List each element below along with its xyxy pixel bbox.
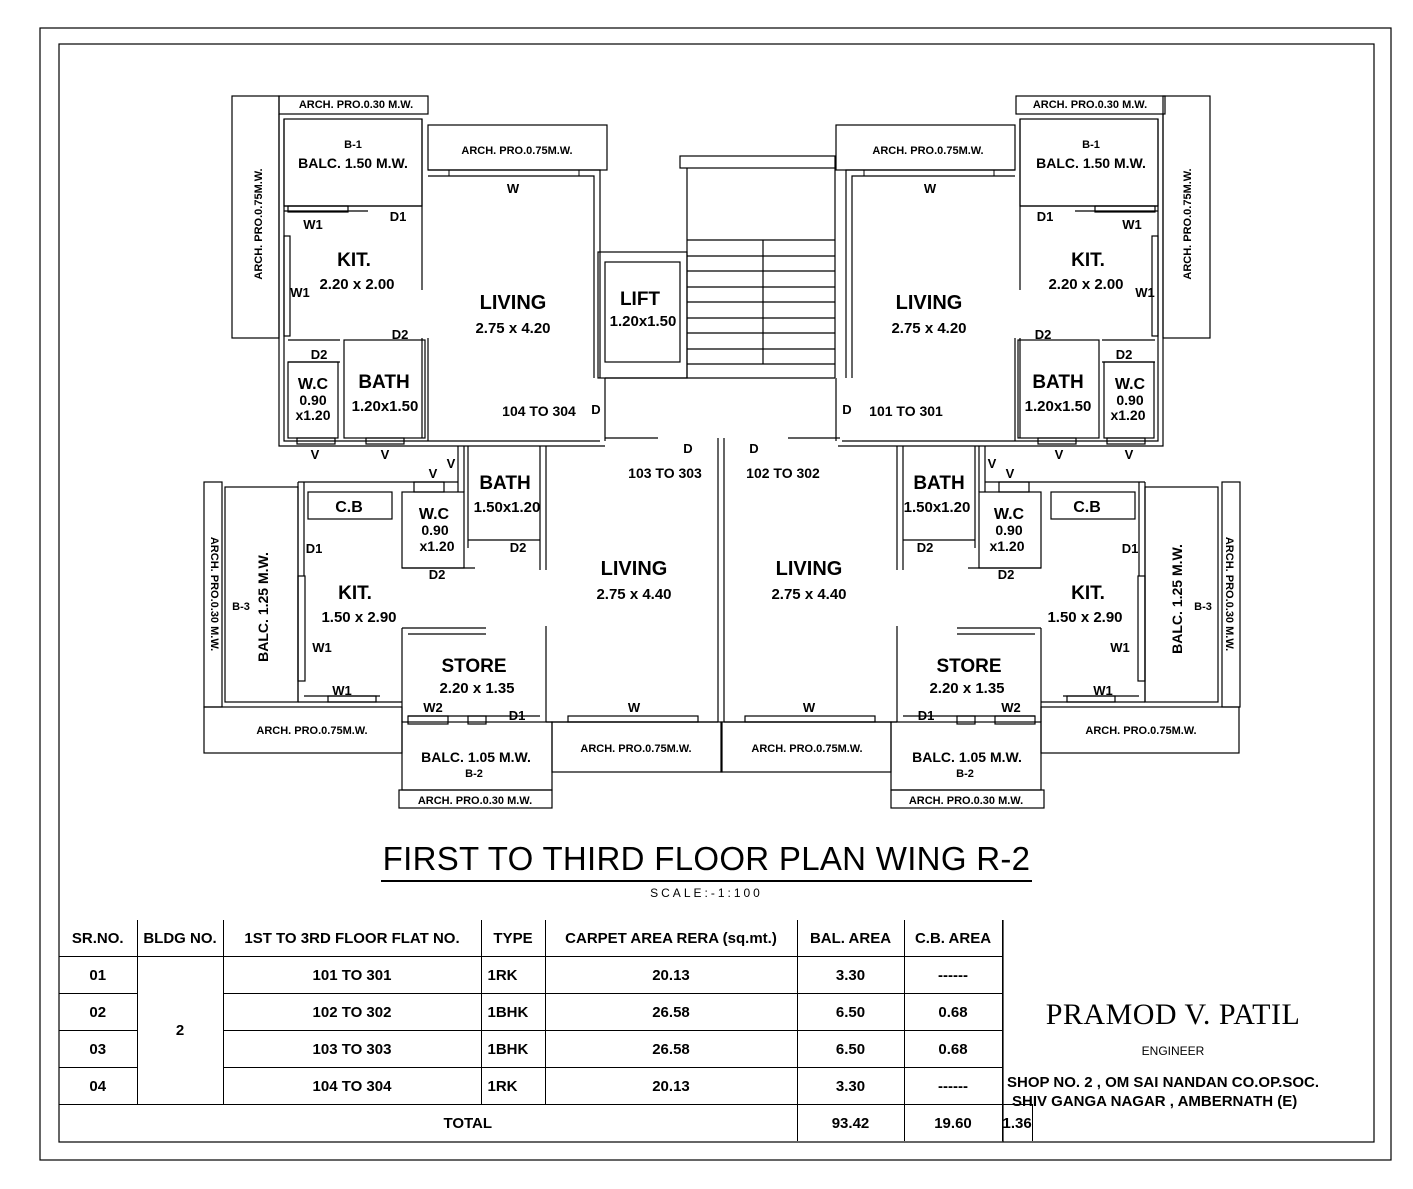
bath-label-bl: BATH [479,473,531,494]
wc-label-tl: W.C [297,376,329,393]
drawing-scale: SCALE:-1:100 [650,886,763,900]
d1-label-br-kit: D1 [1121,541,1139,556]
cell-total-label: TOTAL [59,1105,797,1142]
header-cb-area: C.B. AREA [904,920,1002,957]
cell-bal: 3.30 [797,1068,904,1105]
living-label-bl: LIVING [600,558,668,580]
d2-label-br-bath: D2 [916,540,934,555]
flat-label-102: 102 TO 302 [746,465,820,481]
bath-label-tl: BATH [358,372,410,393]
wc-dim2-tl: x1.20 [295,407,331,423]
w1-label-br-bottom: W1 [1093,683,1113,698]
living-dim-br: 2.75 x 4.40 [771,586,847,603]
wc-dim2-tr: x1.20 [1110,407,1146,423]
bath-dim-bl: 1.50x1.20 [473,499,541,516]
table-total-row [59,1105,1032,1142]
b2-label-br: B-2 [956,768,974,780]
cell-sr: 04 [59,1068,137,1105]
wc-dim1-tl: 0.90 [299,392,327,408]
cell-type: 1BHK [481,994,545,1031]
cell-type: 1BHK [481,1031,545,1068]
engineer-role: ENGINEER [1141,1044,1205,1058]
w1-label-tr-top: W1 [1122,217,1142,232]
cell-flat: 104 TO 304 [223,1068,481,1105]
cell-carpet: 26.58 [545,1031,797,1068]
bath-dim-br: 1.50x1.20 [903,499,971,516]
balcony-label-br: BALC. 1.05 M.W. [912,749,1022,765]
cell-flat: 101 TO 301 [223,957,481,994]
d1-label-tr: D1 [1036,209,1054,224]
wc-dim1-tr: 0.90 [1116,392,1144,408]
header-bldg-no: BLDG NO. [137,920,223,957]
cell-total-bal: 19.60 [904,1105,1002,1142]
living-dim-bl: 2.75 x 4.40 [596,586,672,603]
cell-flat: 102 TO 302 [223,994,481,1031]
cell-cb: 0.68 [904,994,1002,1031]
cell-sr: 02 [59,994,137,1031]
window-label-tr: W [923,181,937,196]
cell-type: 1RK [481,957,545,994]
living-dim-tl: 2.75 x 4.20 [475,320,551,337]
kitchen-dim-tr: 2.20 x 2.00 [1048,276,1124,293]
b1-label-tl: B-1 [344,139,362,151]
cell-cb: 0.68 [904,1031,1002,1068]
header-carpet-area: CARPET AREA RERA (sq.mt.) [545,920,797,957]
cell-type: 1RK [481,1068,545,1105]
drawing-title: FIRST TO THIRD FLOOR PLAN WING R-2 [381,840,1033,882]
wc-dim2-bl: x1.20 [419,538,455,554]
flat-label-104: 104 TO 304 [502,403,576,419]
engineer-address-line2: SHIV GANGA NAGAR , AMBERNATH (E) [1012,1093,1298,1110]
window-label-br: W [802,700,816,715]
cell-flat: 103 TO 303 [223,1031,481,1068]
arch-pro-075-label-tr: ARCH. PRO.0.75M.W. [872,145,984,157]
cell-carpet: 20.13 [545,957,797,994]
b3-label-bl: B-3 [232,601,250,613]
w1-label-tr-side: W1 [1135,285,1155,300]
vent-label-tl-2: V [380,447,390,462]
kitchen-dim-br: 1.50 x 2.90 [1047,609,1123,626]
header-sr-no: SR.NO. [59,920,137,957]
cell-bal: 3.30 [797,957,904,994]
arch-pro-030-vertical-br: ARCH. PRO.0.30 M.W. [1223,536,1235,652]
arch-pro-030-vertical-bl: ARCH. PRO.0.30 M.W. [208,536,220,652]
cell-cb: ------ [904,1068,1002,1105]
w1-label-bl-bottom: W1 [332,683,352,698]
engineer-address [1007,1073,1319,1111]
balcony-label-tr: BALC. 1.50 M.W. [1036,155,1146,171]
header-type: TYPE [481,920,545,957]
cell-bldg-no: 2 [137,957,223,1105]
lift-dim: 1.20x1.50 [609,313,677,330]
window-label-bl: W [627,700,641,715]
arch-pro-075-label-bl-left: ARCH. PRO.0.75M.W. [256,725,368,737]
bath-dim-tr: 1.20x1.50 [1024,398,1092,415]
wc-label-bl: W.C [418,506,450,523]
vent-label-tl-1: V [310,447,320,462]
balcony-vertical-bl: BALC. 1.25 M.W. [255,552,271,662]
store-dim-bl: 2.20 x 1.35 [439,680,515,697]
store-dim-br: 2.20 x 1.35 [929,680,1005,697]
d2-label-tl-bath: D2 [391,327,409,342]
arch-pro-030-label-bl: ARCH. PRO.0.30 M.W. [417,795,533,807]
w1-label-tl-side: W1 [290,285,310,300]
vent-label-tr-2: V [1124,447,1134,462]
wc-label-br: W.C [993,506,1025,523]
d2-label-tl-wc: D2 [310,347,328,362]
area-statement-table [59,920,1033,1141]
drawing-title-block [0,840,1413,900]
wc-dim1-br: 0.90 [995,522,1023,538]
living-label-br: LIVING [775,558,843,580]
d2-label-br-wc: D2 [997,567,1015,582]
vent-label-tr-1: V [1054,447,1064,462]
arch-pro-030-label-tl: ARCH. PRO.0.30 M.W. [298,99,414,111]
flat-label-103: 103 TO 303 [628,465,702,481]
d1-label-bl-store: D1 [508,708,526,723]
engineer-block [1003,920,1374,1142]
cb-label-br: C.B [1073,499,1101,516]
cell-carpet: 26.58 [545,994,797,1031]
vent-label-br-2: V [1005,466,1015,481]
bath-label-tr: BATH [1032,372,1084,393]
arch-pro-075-vertical-tr: ARCH. PRO.0.75M.W. [1182,168,1194,280]
arch-pro-075-label-br-right: ARCH. PRO.0.75M.W. [1085,725,1197,737]
lift-label: LIFT [619,289,661,310]
living-dim-tr: 2.75 x 4.20 [891,320,967,337]
cell-cb: ------ [904,957,1002,994]
flat-label-101: 101 TO 301 [869,403,943,419]
b3-label-br: B-3 [1194,601,1212,613]
store-label-br: STORE [936,656,1002,677]
header-bal-area: BAL. AREA [797,920,904,957]
arch-pro-075-label-br-center: ARCH. PRO.0.75M.W. [751,743,863,755]
vent-label-bl-1: V [428,466,438,481]
d2-label-tr-wc: D2 [1115,347,1133,362]
store-label-bl: STORE [441,656,507,677]
cell-bal: 6.50 [797,994,904,1031]
window-label-tl: W [506,181,520,196]
table-row [59,957,1032,994]
cell-carpet: 20.13 [545,1068,797,1105]
cb-label-bl: C.B [335,499,363,516]
table-header-row [59,920,1032,957]
balcony-label-bl: BALC. 1.05 M.W. [421,749,531,765]
bath-dim-tl: 1.20x1.50 [351,398,419,415]
b1-label-tr: B-1 [1082,139,1100,151]
kitchen-dim-tl: 2.20 x 2.00 [319,276,395,293]
kitchen-label-br: KIT. [1071,583,1105,604]
kitchen-label-tr: KIT. [1071,250,1105,271]
cell-bal: 6.50 [797,1031,904,1068]
w2-label-br: W2 [1001,700,1021,715]
w1-label-tl-top: W1 [303,217,323,232]
b2-label-bl: B-2 [465,768,483,780]
kitchen-label-bl: KIT. [338,583,372,604]
d2-label-bl-wc: D2 [428,567,446,582]
d2-label-bl-bath: D2 [509,540,527,555]
arch-pro-075-vertical-tl: ARCH. PRO.0.75M.W. [253,168,265,280]
d1-label-bl-kit: D1 [305,541,323,556]
kitchen-dim-bl: 1.50 x 2.90 [321,609,397,626]
d1-label-tl: D1 [389,209,407,224]
balcony-vertical-br: BALC. 1.25 M.W. [1169,544,1185,654]
door-label-center-left: D [683,441,693,456]
cell-sr: 01 [59,957,137,994]
wc-dim2-br: x1.20 [989,538,1025,554]
arch-pro-075-label-tl: ARCH. PRO.0.75M.W. [461,145,573,157]
door-label-tl: D [591,402,601,417]
arch-pro-030-label-br: ARCH. PRO.0.30 M.W. [908,795,1024,807]
bath-label-br: BATH [913,473,965,494]
balcony-label-tl: BALC. 1.50 M.W. [298,155,408,171]
w1-label-bl-side: W1 [312,640,332,655]
arch-pro-030-label-tr: ARCH. PRO.0.30 M.W. [1032,99,1148,111]
kitchen-label-tl: KIT. [337,250,371,271]
vent-label-bl-2: V [446,456,456,471]
cell-sr: 03 [59,1031,137,1068]
door-label-center-right: D [749,441,759,456]
wc-dim1-bl: 0.90 [421,522,449,538]
cell-total-cb: 1.36 [1002,1105,1032,1142]
w2-label-bl: W2 [423,700,443,715]
d2-label-tr-bath: D2 [1034,327,1052,342]
wc-label-tr: W.C [1114,376,1146,393]
living-label-tr: LIVING [895,292,963,314]
arch-pro-075-label-bl-center: ARCH. PRO.0.75M.W. [580,743,692,755]
w1-label-br-side: W1 [1110,640,1130,655]
cell-total-carpet: 93.42 [797,1105,904,1142]
engineer-name: PRAMOD V. PATIL [1045,998,1301,1031]
engineer-address-line1: SHOP NO. 2 , OM SAI NANDAN CO.OP.SOC. [1007,1074,1319,1091]
door-label-tr: D [842,402,852,417]
vent-label-br-1: V [987,456,997,471]
header-flat-no: 1ST TO 3RD FLOOR FLAT NO. [223,920,481,957]
d1-label-br-store: D1 [917,708,935,723]
living-label-tl: LIVING [479,292,547,314]
